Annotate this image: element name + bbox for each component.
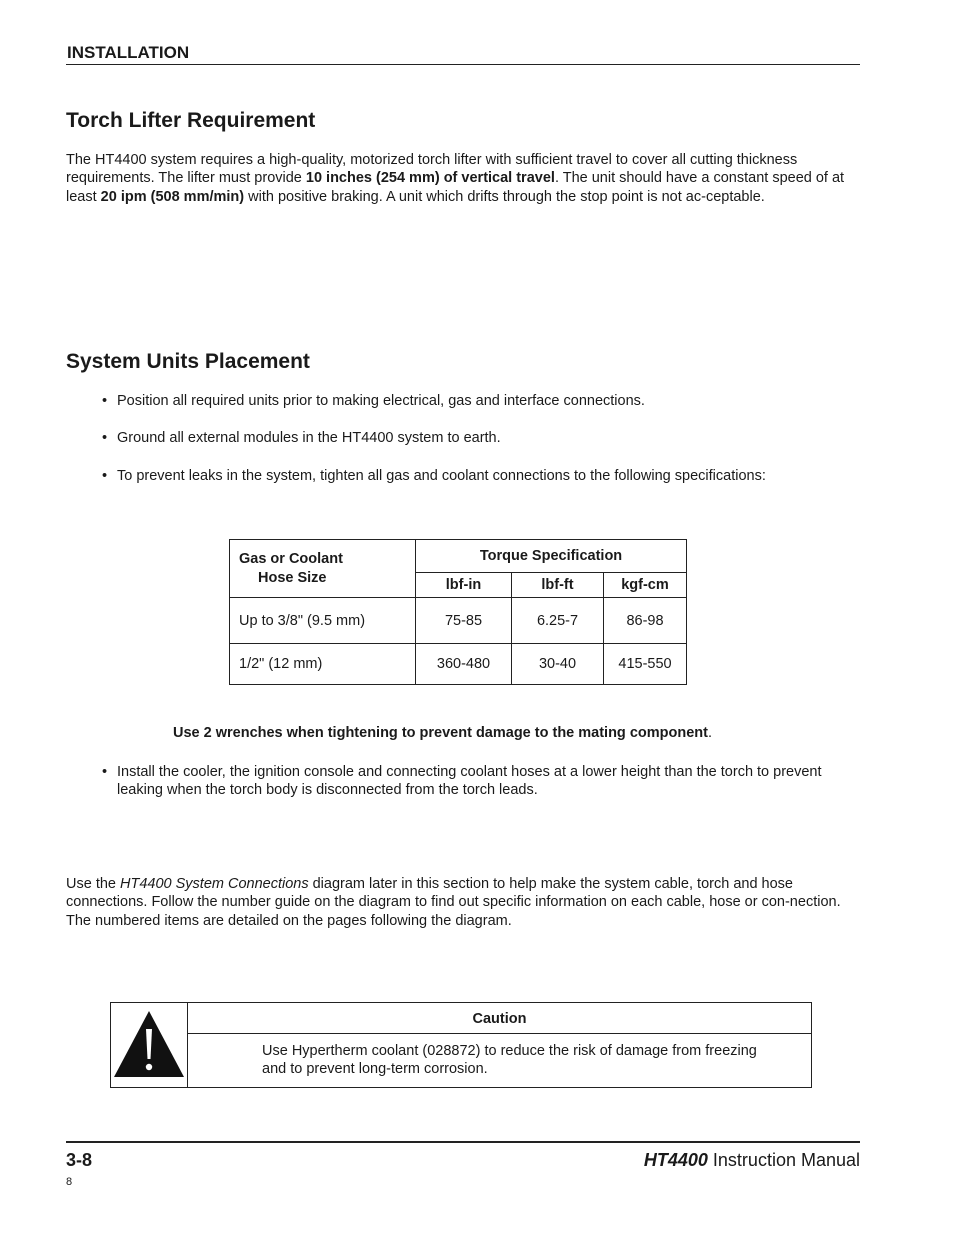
sheet-number: 8 xyxy=(66,1176,73,1188)
connections-paragraph xyxy=(66,875,856,930)
lbf-ft-cell: 6.25-7 xyxy=(512,598,604,644)
warning-triangle-icon xyxy=(111,1003,187,1087)
unit-header-lbf-in: lbf-in xyxy=(416,573,512,598)
torque-spec-table xyxy=(229,539,687,685)
header-rule xyxy=(66,64,860,65)
connections-text-a: Use the xyxy=(66,876,120,892)
lbf-in-cell: 360-480 xyxy=(416,644,512,685)
bullet-icon: • xyxy=(102,764,108,780)
manual-title xyxy=(644,1150,860,1171)
unit-header-kgf-cm: kgf-cm xyxy=(604,573,687,598)
connections-text-b: diagram later in this section to help make the system cable, torch and hose connections. Follow the number guide on the diagram to find out specific information on each cable, hose or con-nection. The numbered items are detailed on the pages following the diagram. xyxy=(66,876,841,929)
kgf-cm-cell: 415-550 xyxy=(604,644,687,685)
torch-lifter-text-a: The HT4400 system requires a high-quality, motorized torch lifter with sufficient travel to cover all cutting thickness requirements. The lifter must provide xyxy=(66,152,798,187)
lbf-in-cell: 75-85 xyxy=(416,598,512,644)
bullet-icon: • xyxy=(102,468,108,484)
hose-size-cell: Up to 3/8" (9.5 mm) xyxy=(230,598,416,644)
kgf-cm-cell: 86-98 xyxy=(604,598,687,644)
section-label: INSTALLATION xyxy=(67,43,190,62)
table-row xyxy=(230,598,687,644)
bullet-text: Ground all external modules in the HT4400 system to earth. xyxy=(117,430,501,446)
placement-heading: System Units Placement xyxy=(66,350,310,373)
lbf-ft-cell: 30-40 xyxy=(512,644,604,685)
manual-label: Instruction Manual xyxy=(707,1150,860,1170)
caution-icon-cell xyxy=(111,1003,188,1087)
caution-text: Use Hypertherm coolant (028872) to reduce the risk of damage from freezing and to prevent long-term corrosion. xyxy=(262,1043,757,1078)
model-name: HT4400 xyxy=(643,1150,708,1170)
list-item xyxy=(102,429,857,447)
bullet-text: Install the cooler, the ignition console and connecting coolant hoses at a lower height than the torch to prevent leaking when the torch body is disconnected from the torch leads. xyxy=(117,764,822,799)
torch-lifter-text-e: with positive braking. A unit which drifts through the stop point is not ac-ceptable. xyxy=(244,188,765,205)
wrench-note-bold: Use 2 wrenches when tightening to prevent damage to the mating component xyxy=(173,725,708,741)
bullet-icon: • xyxy=(102,393,108,409)
page-number: 3-8 xyxy=(66,1150,93,1170)
bullet-icon: • xyxy=(102,430,108,446)
wrench-note xyxy=(173,725,712,741)
connections-diagram-ref: HT4400 System Connections xyxy=(120,876,309,892)
hose-size-cell: 1/2" (12 mm) xyxy=(230,644,416,685)
footer-rule xyxy=(66,1141,860,1143)
torque-spec-header: Torque Specification xyxy=(416,540,687,573)
torch-lifter-paragraph xyxy=(66,151,856,206)
list-item xyxy=(102,763,857,800)
bullet-text: To prevent leaks in the system, tighten all gas and coolant connections to the following specifications: xyxy=(117,468,766,484)
list-item xyxy=(102,392,857,410)
table-row xyxy=(230,644,687,685)
unit-header-lbf-ft: lbf-ft xyxy=(512,573,604,598)
wrench-note-end: . xyxy=(707,725,712,741)
hose-size-header xyxy=(230,540,416,598)
bullet-text: Position all required units prior to making electrical, gas and interface connections. xyxy=(117,393,645,409)
hose-size-header-line2: Hose Size xyxy=(258,569,327,586)
torch-lifter-text-c: . The unit should have a constant speed of at least xyxy=(66,170,845,205)
torch-lifter-heading: Torch Lifter Requirement xyxy=(66,109,316,132)
caution-title: Caution xyxy=(188,1003,811,1034)
hose-size-header-line1: Gas or Coolant xyxy=(239,550,343,567)
list-item xyxy=(102,467,857,485)
travel-spec: 10 inches (254 mm) of vertical travel xyxy=(305,170,555,187)
speed-spec: 20 ipm (508 mm/min) xyxy=(100,188,245,205)
caution-box xyxy=(110,1002,812,1088)
